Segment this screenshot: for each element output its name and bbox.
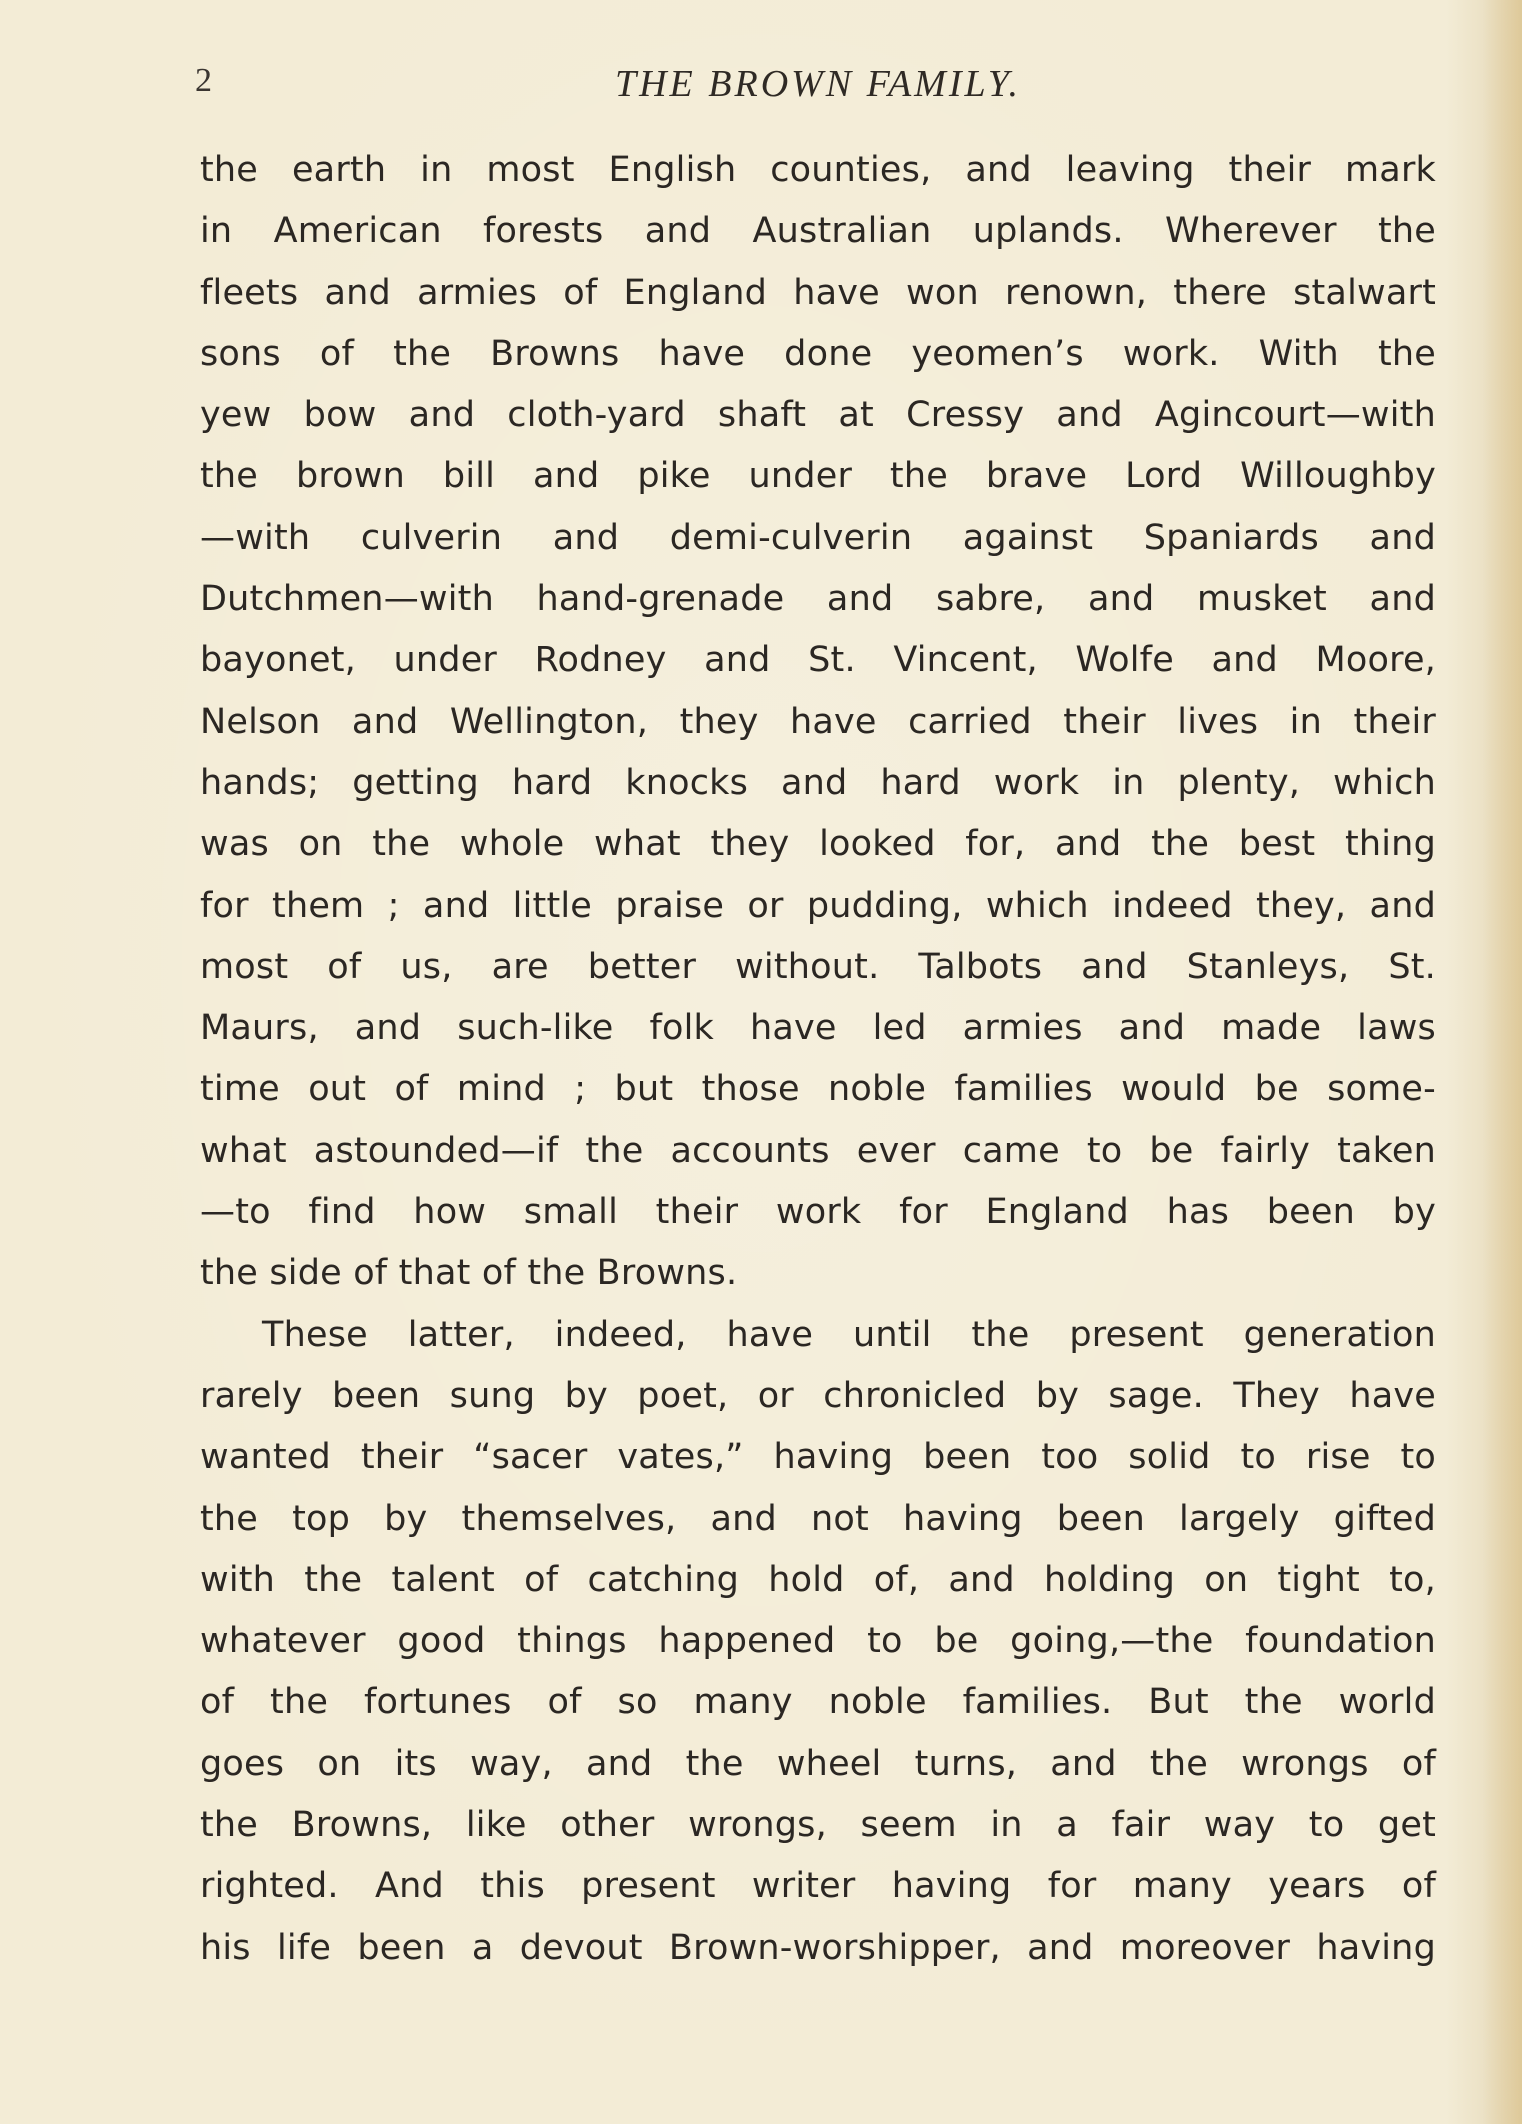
page-title: THE BROWN FAMILY.	[614, 63, 1021, 105]
text-line: rarely been sung by poet, or chronicled by sage. They have	[200, 1375, 1436, 1416]
text-line: wanted their “sacer vates,” having been too solid to rise to	[200, 1437, 1436, 1478]
text-line: righted. And this present writer having for many years of	[200, 1866, 1436, 1907]
text-line: —with culverin and demi-culverin against Spaniards and	[200, 517, 1436, 558]
text-line: —to find how small their work for England has been by	[200, 1192, 1436, 1233]
text-line: the earth in most English counties, and leaving their mark	[200, 150, 1436, 190]
text-line: what astounded—if the accounts ever came to be fairly taken	[200, 1130, 1436, 1171]
text-line: of the fortunes of so many noble families. But the world	[200, 1682, 1436, 1723]
paragraph-end-line: the side of that of the Browns.	[200, 1253, 738, 1294]
text-line: most of us, are better without. Talbots and Stanleys, St.	[200, 946, 1436, 987]
text-line: was on the whole what they looked for, and the best thing	[200, 824, 1436, 865]
text-line: for them ; and little praise or pudding, which indeed they, and	[200, 885, 1436, 926]
text-line: yew bow and cloth-yard shaft at Cressy and Agincourt—with	[200, 395, 1436, 436]
text-line: Nelson and Wellington, they have carried their lives in their	[200, 701, 1436, 742]
text-line: Dutchmen—with hand-grenade and sabre, and musket and	[200, 579, 1436, 620]
text-line: the Browns, like other wrongs, seem in a fair way to get	[200, 1805, 1436, 1846]
text-line: the brown bill and pike under the brave Lord Willoughby	[200, 456, 1436, 497]
page-edge-shading	[1482, 0, 1522, 2124]
text-line: with the talent of catching hold of, and holding on tight to,	[200, 1559, 1436, 1600]
paragraph-start-line: These latter, indeed, have until the present generation	[262, 1314, 1436, 1355]
running-head	[195, 62, 1441, 122]
text-line: hands; getting hard knocks and hard work in plenty, which	[200, 762, 1436, 803]
text-line: goes on its way, and the wheel turns, and the wrongs of	[200, 1743, 1436, 1784]
text-line: the top by themselves, and not having been largely gifted	[200, 1498, 1436, 1539]
text-line: time out of mind ; but those noble families would be some-	[200, 1069, 1436, 1110]
text-line: sons of the Browns have done yeomen’s work. With the	[200, 333, 1436, 374]
text-line: bayonet, under Rodney and St. Vincent, Wolfe and Moore,	[200, 640, 1436, 681]
body-text	[200, 140, 1436, 1979]
page-number: 2	[195, 62, 213, 99]
text-line: Maurs, and such-like folk have led armies and made laws	[200, 1008, 1436, 1049]
text-line: in American forests and Australian uplands. Wherever the	[200, 211, 1436, 252]
text-line: whatever good things happened to be going,—the foundation	[200, 1621, 1436, 1662]
text-line: fleets and armies of England have won renown, there stalwart	[200, 272, 1436, 313]
text-line: his life been a devout Brown-worshipper, and moreover having	[200, 1927, 1436, 1968]
